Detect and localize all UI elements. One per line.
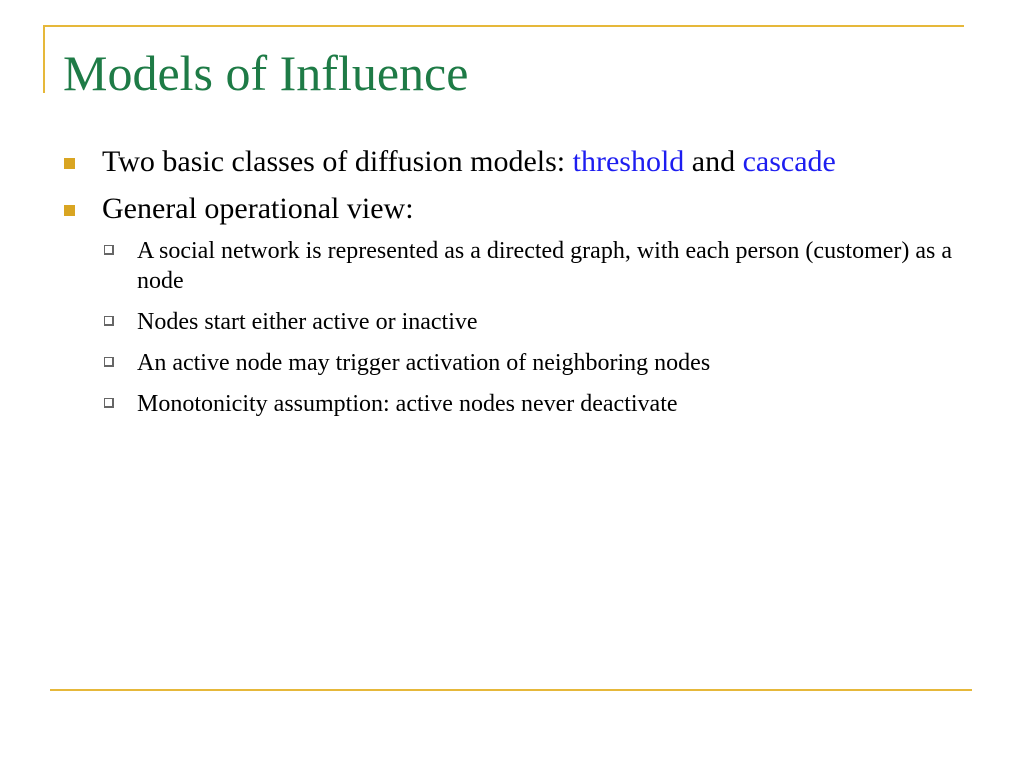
- left-accent-rule: [43, 25, 45, 93]
- subbullet-social-network-graph: [60, 236, 960, 296]
- subbullet-activation-trigger: [60, 348, 960, 378]
- subbullet-monotonicity: [60, 389, 960, 419]
- top-accent-rule: [43, 25, 964, 27]
- bottom-accent-rule: [50, 689, 972, 691]
- hollow-square-bullet-icon: [104, 398, 114, 408]
- subbullet-text: An active node may trigger activation of neighboring nodes: [137, 350, 711, 376]
- hollow-square-bullet-icon: [104, 357, 114, 367]
- bullet-operational-view: [60, 189, 960, 228]
- square-bullet-icon: [64, 205, 75, 216]
- hollow-square-bullet-icon: [104, 245, 114, 255]
- hollow-square-bullet-icon: [104, 316, 114, 326]
- subbullet-text: A social network is represented as a directed graph, with each person (customer) as a node: [137, 238, 953, 294]
- bullet-diffusion-model-classes: [60, 142, 960, 181]
- subbullet-text: Nodes start either active or inactive: [137, 309, 478, 335]
- slide-body: [60, 142, 960, 430]
- bullet-text-lead: Two basic classes of diffusion models:: [102, 145, 573, 178]
- square-bullet-icon: [64, 158, 75, 169]
- subbullet-node-states: [60, 307, 960, 337]
- subbullet-text: Monotonicity assumption: active nodes never deactivate: [137, 391, 678, 417]
- bullet-text-connector: and: [684, 145, 743, 178]
- slide-title: Models of Influence: [63, 45, 469, 101]
- term-threshold: threshold: [572, 145, 685, 178]
- term-cascade: cascade: [742, 145, 836, 178]
- bullet-text: General operational view:: [102, 192, 414, 225]
